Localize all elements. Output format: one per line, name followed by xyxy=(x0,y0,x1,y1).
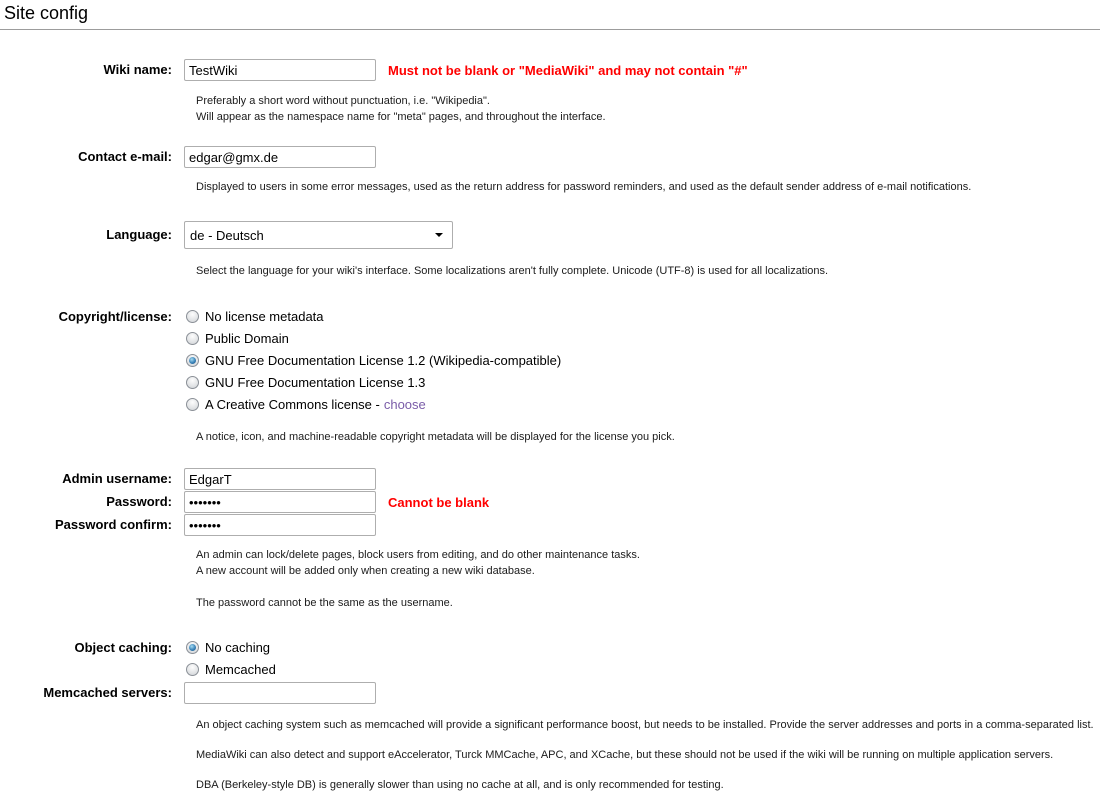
copyright-radio-group xyxy=(184,305,561,415)
wiki-name-help-line-2: Will appear as the namespace name for "meta" pages, and throughout the interface. xyxy=(196,111,606,123)
radio-button-selected-icon xyxy=(186,641,199,654)
site-config-form xyxy=(0,59,1100,793)
copyright-label: Copyright/license: xyxy=(58,309,172,324)
radio-option-label: GNU Free Documentation License 1.3 xyxy=(205,374,426,390)
contact-email-row xyxy=(0,146,1100,168)
memcached-help-para-2: MediaWiki can also detect and support eAccelerator, Turck MMCache, APC, and XCache, but these should not be used if the wiki will be running on multiple application servers. xyxy=(196,749,1054,761)
wiki-name-help-line-1: Preferably a short word without punctuation, i.e. "Wikipedia". xyxy=(196,95,490,107)
admin-help xyxy=(0,547,1100,579)
memcached-servers-row xyxy=(0,682,1100,704)
radio-option-label: Public Domain xyxy=(205,330,289,346)
caching-radio-group xyxy=(184,636,276,680)
password-error: Cannot be blank xyxy=(388,495,490,510)
language-selected-value: de - Deutsch xyxy=(190,227,264,243)
wiki-name-error: Must not be blank or "MediaWiki" and may not contain "#" xyxy=(388,63,748,78)
language-label: Language: xyxy=(106,227,172,242)
memcached-help xyxy=(0,717,1100,793)
memcached-help-para-1: An object caching system such as memcached will provide a significant performance boost, but needs to be installed. Provide the server addresses and ports in a comma-separated list. xyxy=(196,719,1094,731)
object-caching-label: Object caching: xyxy=(74,640,172,655)
radio-option-label: A Creative Commons license - xyxy=(205,396,380,412)
contact-email-help-line: Displayed to users in some error messages, used as the return address for password reminders, and used as the default sender address of e-mail notifications. xyxy=(196,181,972,193)
wiki-name-help xyxy=(0,93,1100,125)
admin-password-input[interactable] xyxy=(184,491,376,513)
contact-email-input[interactable] xyxy=(184,146,376,168)
radio-button-icon xyxy=(186,332,199,345)
radio-option-label: GNU Free Documentation License 1.2 (Wikipedia-compatible) xyxy=(205,352,562,368)
copyright-help-line: A notice, icon, and machine-readable copyright metadata will be displayed for the license you pick. xyxy=(196,431,675,443)
radio-button-selected-icon xyxy=(186,354,199,367)
radio-button-icon xyxy=(186,398,199,411)
memcached-help-para-3: DBA (Berkeley-style DB) is generally slower than using no cache at all, and is only recommended for testing. xyxy=(196,779,724,791)
radio-option-label: Memcached xyxy=(205,661,276,677)
radio-button-icon xyxy=(186,310,199,323)
admin-section xyxy=(0,468,1100,536)
language-help-line: Select the language for your wiki's interface. Some localizations aren't fully complete. Unicode (UTF-8) is used for all localizations. xyxy=(196,265,829,277)
memcached-servers-label: Memcached servers: xyxy=(43,685,172,700)
radio-button-icon xyxy=(186,663,199,676)
chevron-down-icon xyxy=(435,233,443,237)
admin-password-note xyxy=(0,595,1100,611)
title-divider xyxy=(0,29,1100,30)
admin-password-row xyxy=(0,491,1100,513)
language-help xyxy=(0,263,1100,279)
copyright-option-creative-commons[interactable] xyxy=(184,393,561,415)
admin-help-line-2: A new account will be added only when creating a new wiki database. xyxy=(196,565,535,577)
radio-button-icon xyxy=(186,376,199,389)
admin-username-input[interactable] xyxy=(184,468,376,490)
contact-email-label: Contact e-mail: xyxy=(78,149,172,164)
copyright-help xyxy=(0,429,1100,445)
copyright-option-gfdl-1-2[interactable] xyxy=(184,349,561,371)
page-title: Site config xyxy=(4,3,89,23)
caching-option-no-caching[interactable] xyxy=(184,636,276,658)
admin-help-line-1: An admin can lock/delete pages, block users from editing, and do other maintenance tasks. xyxy=(196,549,640,561)
admin-username-label: Admin username: xyxy=(62,471,172,486)
wiki-name-input[interactable] xyxy=(184,59,376,81)
admin-password-label: Password: xyxy=(106,494,172,509)
choose-license-link[interactable]: choose xyxy=(383,396,426,412)
wiki-name-label: Wiki name: xyxy=(103,62,172,77)
language-select[interactable] xyxy=(184,221,453,249)
object-caching-row xyxy=(0,636,1100,680)
admin-password-confirm-label: Password confirm: xyxy=(54,517,172,532)
language-row xyxy=(0,221,1100,249)
memcached-servers-input[interactable] xyxy=(184,682,376,704)
radio-option-label: No license metadata xyxy=(205,308,324,324)
contact-email-help xyxy=(0,179,1100,195)
admin-help-line-3: The password cannot be the same as the username. xyxy=(196,597,453,609)
wiki-name-row xyxy=(0,59,1100,81)
copyright-row xyxy=(0,305,1100,415)
copyright-option-public-domain[interactable] xyxy=(184,327,561,349)
radio-option-label: No caching xyxy=(205,639,271,655)
caching-option-memcached[interactable] xyxy=(184,658,276,680)
copyright-option-gfdl-1-3[interactable] xyxy=(184,371,561,393)
admin-password-confirm-input[interactable] xyxy=(184,514,376,536)
admin-username-row xyxy=(0,468,1100,490)
copyright-option-no-license-metadata[interactable] xyxy=(184,305,561,327)
admin-password-confirm-row xyxy=(0,514,1100,536)
